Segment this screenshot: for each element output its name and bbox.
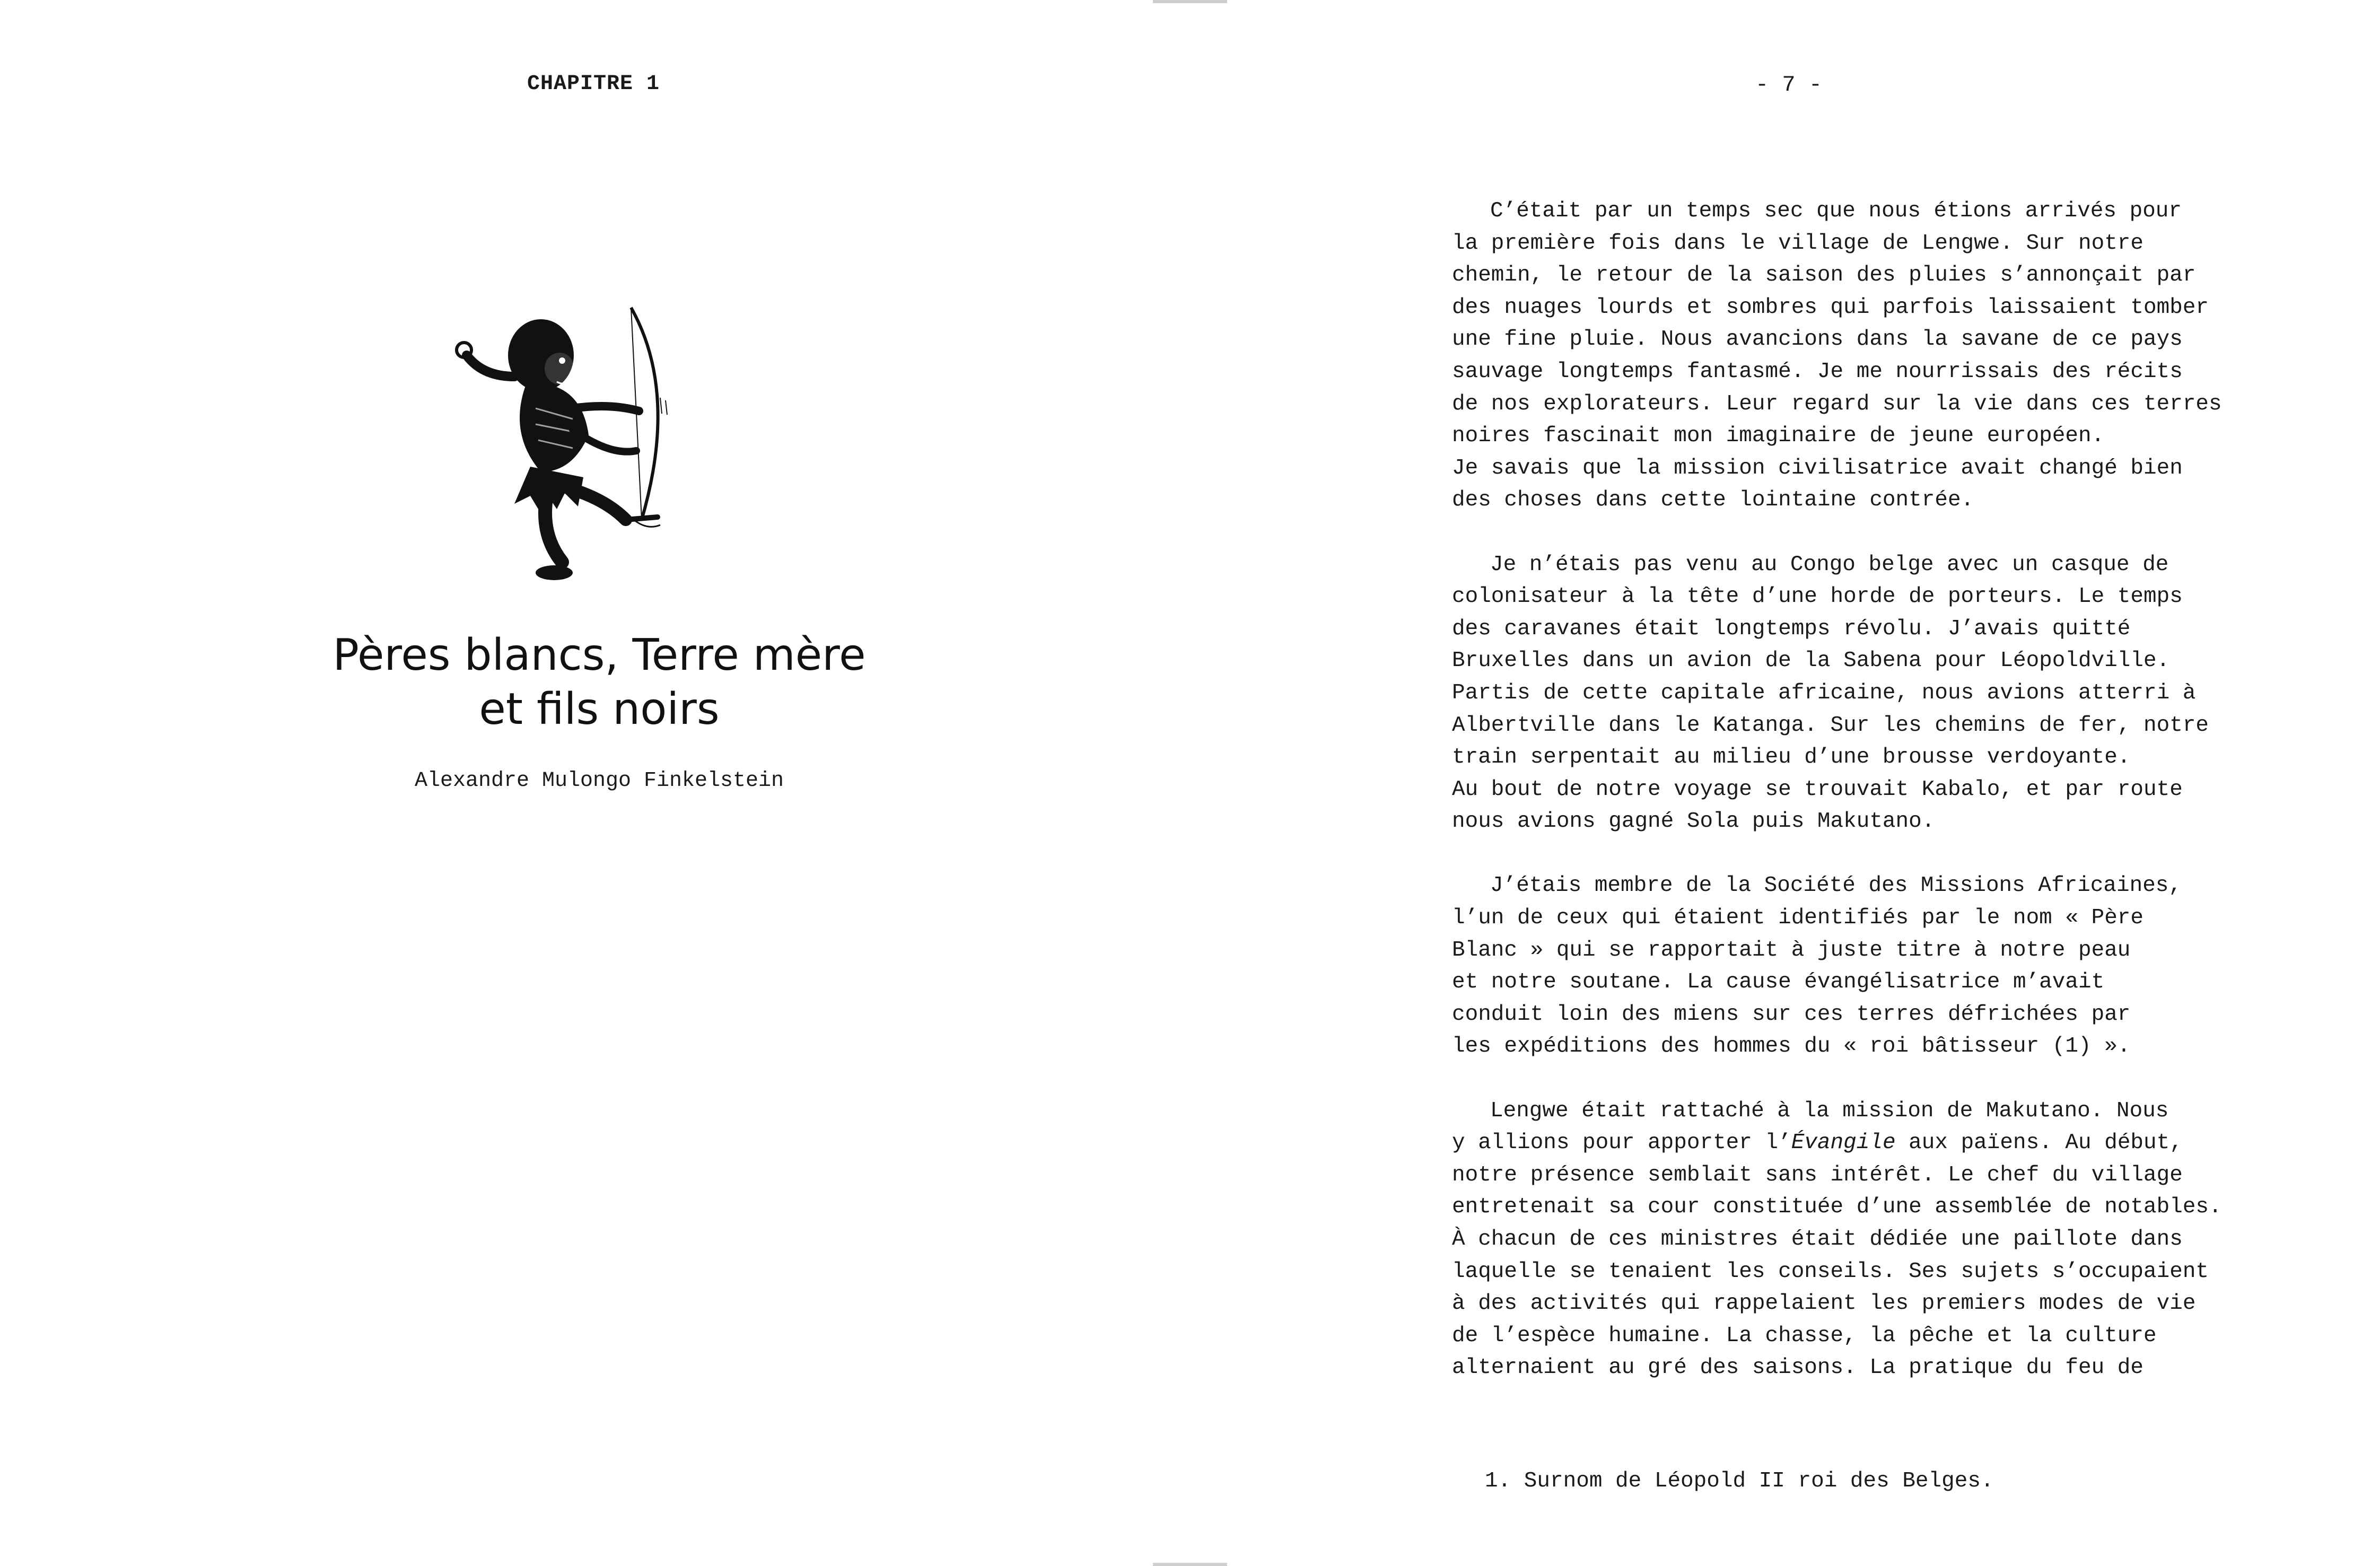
- text-line: des nuages lourds et sombres qui parfois laissaient tomber: [1452, 295, 2209, 320]
- text-segment: y allions pour apporter l’: [1452, 1131, 1791, 1156]
- title-line-1: Pères blancs, Terre mère: [332, 630, 866, 680]
- text-line: À chacun de ces ministres était dédiée une paillote dans: [1452, 1227, 2183, 1252]
- text-line: alternaient au gré des saisons. La pratique du feu de: [1452, 1355, 2144, 1380]
- archer-figure-illustration: [451, 297, 705, 594]
- text-line: train serpentait au milieu d’une brousse verdoyante.: [1452, 745, 2131, 770]
- text-line: l’un de ceux qui étaient identifiés par le nom « Père: [1452, 906, 2144, 931]
- author-name: Alexandre Mulongo Finkelstein: [414, 769, 784, 793]
- text-line: de l’espèce humaine. La chasse, la pêche et la culture: [1452, 1323, 2157, 1348]
- text-line: C’était par un temps sec que nous étions arrivés pour: [1490, 199, 2182, 223]
- paragraph-2: [1452, 549, 2322, 838]
- paragraph-1: [1452, 195, 2322, 517]
- text-line: nous avions gagné Sola puis Makutano.: [1452, 809, 1935, 834]
- text-line: conduit loin des miens sur ces terres défrichées par: [1452, 1002, 2131, 1027]
- text-line: Je n’étais pas venu au Congo belge avec un casque de: [1490, 552, 2169, 577]
- text-line: Lengwe était rattaché à la mission de Makutano. Nous: [1490, 1098, 2169, 1123]
- text-line: et notre soutane. La cause évangélisatrice m’avait: [1452, 970, 2105, 995]
- text-line: sauvage longtemps fantasmé. Je me nourrissais des récits: [1452, 359, 2183, 384]
- text-line: entretenait sa cour constituée d’une assemblée de notables.: [1452, 1195, 2222, 1220]
- text-line: noires fascinait mon imaginaire de jeune européen.: [1452, 424, 2105, 449]
- binding-mark-top: [1153, 0, 1190, 3]
- text-line: Albertville dans le Katanga. Sur les chemins de fer, notre: [1452, 713, 2209, 738]
- text-line: les expéditions des hommes du « roi bâtisseur (1) ».: [1452, 1034, 2131, 1059]
- text-line: Blanc » qui se rapportait à juste titre à notre peau: [1452, 938, 2131, 963]
- text-segment: aux païens. Au début,: [1895, 1131, 2183, 1156]
- text-line: de nos explorateurs. Leur regard sur la vie dans ces terres: [1452, 391, 2222, 416]
- binding-mark-bottom: [1153, 1563, 1190, 1566]
- binding-mark-top-right: [1190, 0, 1227, 3]
- text-line-with-italic: [1452, 1127, 2322, 1159]
- text-line: à des activités qui rappelaient les premiers modes de vie: [1452, 1291, 2196, 1316]
- paragraph-4: [1452, 1095, 2322, 1384]
- paragraph-3: [1452, 870, 2322, 1063]
- italic-word: Évangile: [1791, 1131, 1896, 1156]
- text-line: une fine pluie. Nous avancions dans la savane de ce pays: [1452, 327, 2183, 352]
- text-line: Je savais que la mission civilisatrice avait changé bien: [1452, 456, 2183, 480]
- text-line: Bruxelles dans un avion de la Sabena pour Léopoldville.: [1452, 649, 2170, 673]
- chapter-title: [228, 628, 970, 737]
- text-line: Au bout de notre voyage se trouvait Kabalo, et par route: [1452, 777, 2183, 802]
- text-line: colonisateur à la tête d’une horde de porteurs. Le temps: [1452, 584, 2183, 609]
- text-line: notre présence semblait sans intérêt. Le chef du village: [1452, 1162, 2183, 1187]
- body-text: [1452, 195, 2322, 1416]
- footnote: 1. Surnom de Léopold II roi des Belges.: [1485, 1469, 1994, 1493]
- text-line: J’étais membre de la Société des Missions Africaines,: [1490, 873, 2182, 898]
- text-line: des caravanes était longtemps révolu. J’avais quitté: [1452, 616, 2131, 641]
- text-line: laquelle se tenaient les conseils. Ses sujets s’occupaient: [1452, 1259, 2209, 1284]
- text-line: la première fois dans le village de Lengwe. Sur notre: [1452, 231, 2144, 256]
- chapter-header: CHAPITRE 1: [527, 72, 660, 96]
- title-line-2: et fils noirs: [479, 684, 720, 734]
- page-number: - 7 -: [1755, 72, 1823, 98]
- text-line: Partis de cette capitale africaine, nous avions atterri à: [1452, 680, 2196, 705]
- text-line: des choses dans cette lointaine contrée.: [1452, 488, 1974, 513]
- text-line: chemin, le retour de la saison des pluies s’annonçait par: [1452, 263, 2196, 288]
- binding-mark-bottom-right: [1190, 1563, 1227, 1566]
